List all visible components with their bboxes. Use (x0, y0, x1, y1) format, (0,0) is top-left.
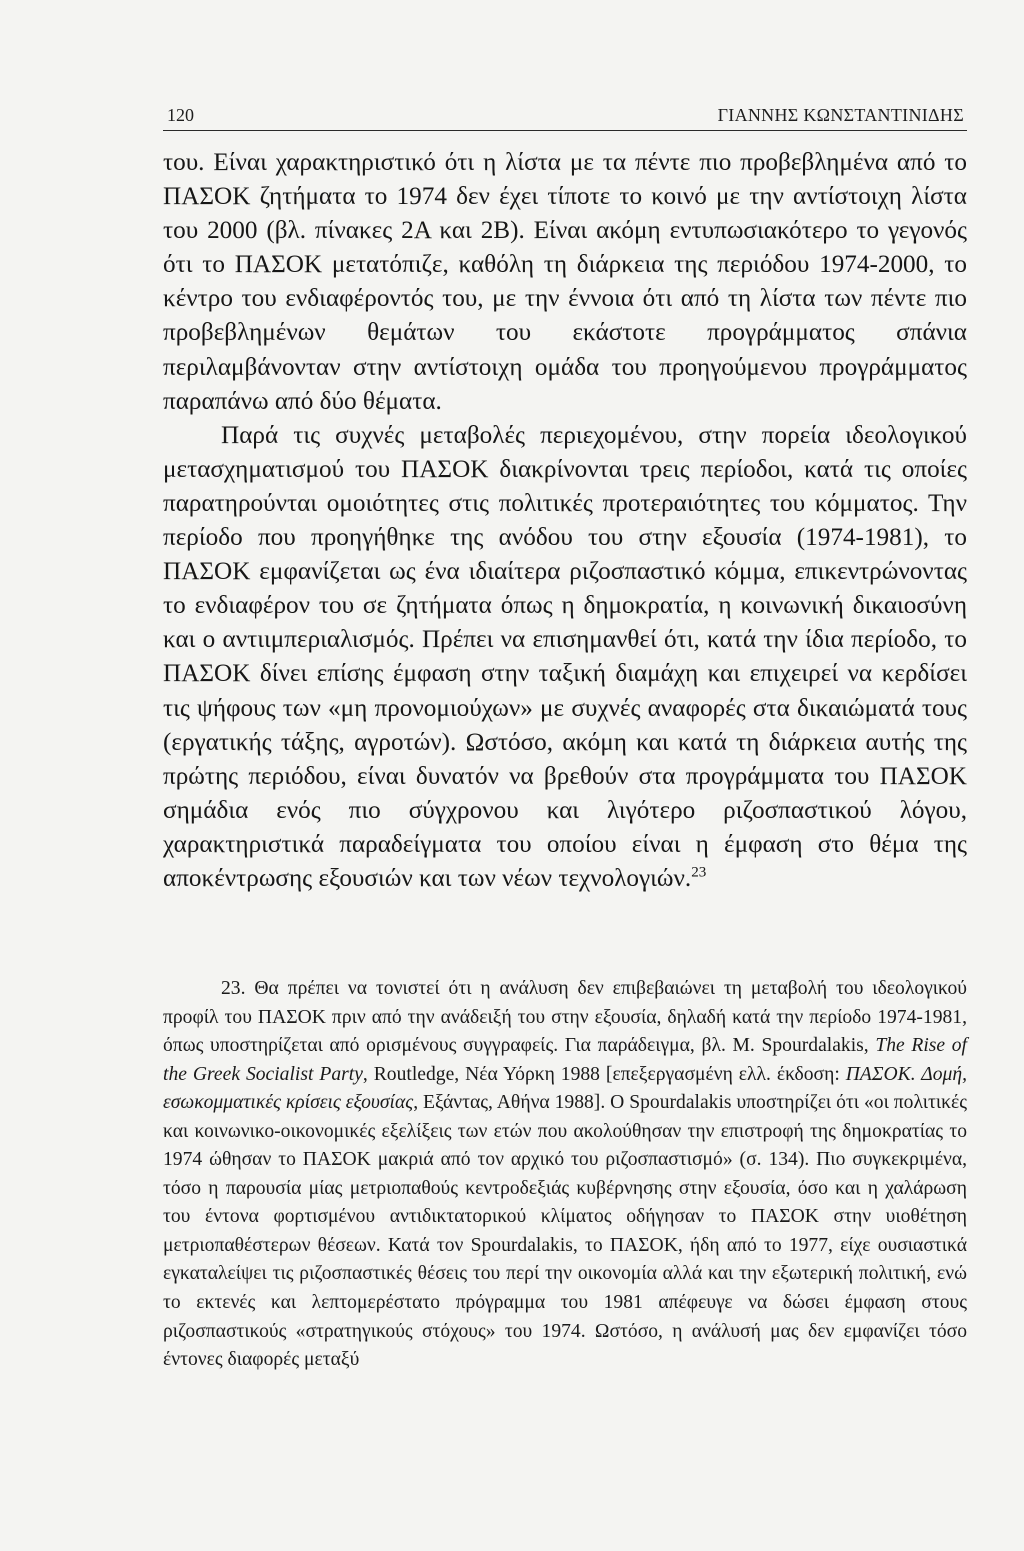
running-header (163, 100, 967, 131)
footnote-book-title-el: ΠΑΣΟΚ. Δομή, εσωκομματικές κρίσεις εξουσίας (163, 1063, 967, 1114)
running-header-author: ΓΙΑΝΝΗΣ ΚΩΝΣΤΑΝΤΙΝΙΔΗΣ (717, 105, 964, 125)
footnote-book-title-en: The Rise of the Greek Socialist Party (163, 1035, 967, 1085)
page-number: 120 (167, 105, 194, 125)
paragraph-1: του. Είναι χαρακτηριστικό ότι η λίστα με τα πέντε πιο προβεβλημένα από το ΠΑΣΟΚ ζητήματα το 1974 δεν έχει τίποτε το κοινό με την αντίστοιχη λίστα του 2000 (βλ. πίνακες 2Α και 2Β). Είναι ακόμη εντυπωσιακότερο το γεγονός ότι το ΠΑΣΟΚ μετατόπιζε, καθόλη τη διάρκεια της περιόδου 1974-2000, το κέντρο του ενδιαφέροντός του, με την έννοια ότι από τη λίστα των πέντε πιο προβεβλημένων θεμάτων του εκάστοτε προγράμματος σπάνια περιλαμβάνονταν στην αντίστοιχη ομάδα του προηγούμενου προγράμματος παραπάνω από δύο θέματα. (163, 149, 967, 415)
footnote-reference: 23 (691, 864, 707, 881)
paragraph-2 (163, 419, 967, 896)
footnote-paragraph (163, 975, 967, 1375)
paragraph-2-text: Παρά τις συχνές μεταβολές περιεχομένου, στην πορεία ιδεολογικού μετασχηματισμού του ΠΑΣΟΚ διακρίνονται τρεις περίοδοι, κατά τις οποίες παρατηρούνται ομοιότητες στις πολιτικές προτεραιότητες του κόμματος. Την περίοδο που προηγήθηκε της ανόδου του στην εξουσία (1974-1981), το ΠΑΣΟΚ εμφανίζεται ως ένα ιδιαίτερα ριζοσπαστικό κόμμα, επικεντρώνοντας το ενδιαφέρον του σε ζητήματα όπως η δημοκρατία, η κοινωνική δικαιοσύνη και ο αντιιμπεριαλισμός. Πρέπει να επισημανθεί ότι, κατά την ίδια περίοδο, το ΠΑΣΟΚ δίνει επίσης έμφαση στην ταξική διαμάχη και επιχειρεί να κερδίσει τις ψήφους των «μη προνομιούχων» με συχνές αναφορές στα δικαιώματά τους (εργατικής τάξης, αγροτών). Ωστόσο, ακόμη και κατά τη διάρκεια αυτής της πρώτης περιόδου, είναι δυνατόν να βρεθούν στα προγράμματα του ΠΑΣΟΚ σημάδια ενός πιο σύγχρονου και λιγότερο ριζοσπαστικού λόγου, χαρακτηριστικά παραδείγματα του οποίου είναι η έμφαση στο θέμα της αποκέντρωσης εξουσιών και των νέων τεχνολογιών. (163, 421, 967, 892)
footnote-text-3: , Εξάντας, Αθήνα 1988]. Ο Spourdalakis υποστηρίζει ότι «οι πολιτικές και κοινωνικο-οικονομικές εξελίξεις των ετών που ακολούθησαν την επιστροφή της δημοκρατίας το 1974 ώθησαν το ΠΑΣΟΚ μακριά από τον αρχικό του ριζοσπαστισμό» (σ. 134). Πιο συγκεκριμένα, τόσο η παρουσία μίας μετριοπαθούς κεντροδεξιάς κυβέρνησης στην εξουσία, όσο και η χαλάρωση του έντονα φορτισμένου αντιδικτατορικού κλίματος οδήγησαν το ΠΑΣΟΚ στην υιοθέτηση μετριοπαθέστερων θέσεων. Κατά τον Spourdalakis, το ΠΑΣΟΚ, ήδη από το 1977, είχε ουσιαστικά εγκαταλείψει τις ριζοσπαστικές θέσεις του περί την οικονομία αλλά και την εξωτερική πολιτική, ενώ το εκτενές και λεπτομερέστατο πρόγραμμα του 1981 απέφευγε να δώσει έμφαση στους ριζοσπαστικούς «στρατηγικούς στόχους» του 1974. Ωστόσο, η ανάλυσή μας δεν εμφανίζει τόσο έντονες διαφορές μεταξύ (163, 1092, 968, 1371)
main-text (163, 146, 967, 896)
footnote-number: 23. (221, 978, 246, 999)
footnote-text-2: , Routledge, Νέα Υόρκη 1988 [επεξεργασμένη ελλ. έκδοση: (362, 1063, 840, 1085)
footnote-text-1: Θα πρέπει να τονιστεί ότι η ανάλυση δεν επιβεβαιώνει τη μεταβολή του ιδεολογικού προφίλ του ΠΑΣΟΚ πριν από την ανάδειξή του στην εξουσία, δηλαδή κατά την περίοδο 1974-1981, όπως υποστηρίζεται από ορισμένους συγγραφείς. Για παράδειγμα, βλ. Μ. Spourdalakis, (163, 978, 967, 1057)
footnote-23 (163, 975, 967, 1375)
